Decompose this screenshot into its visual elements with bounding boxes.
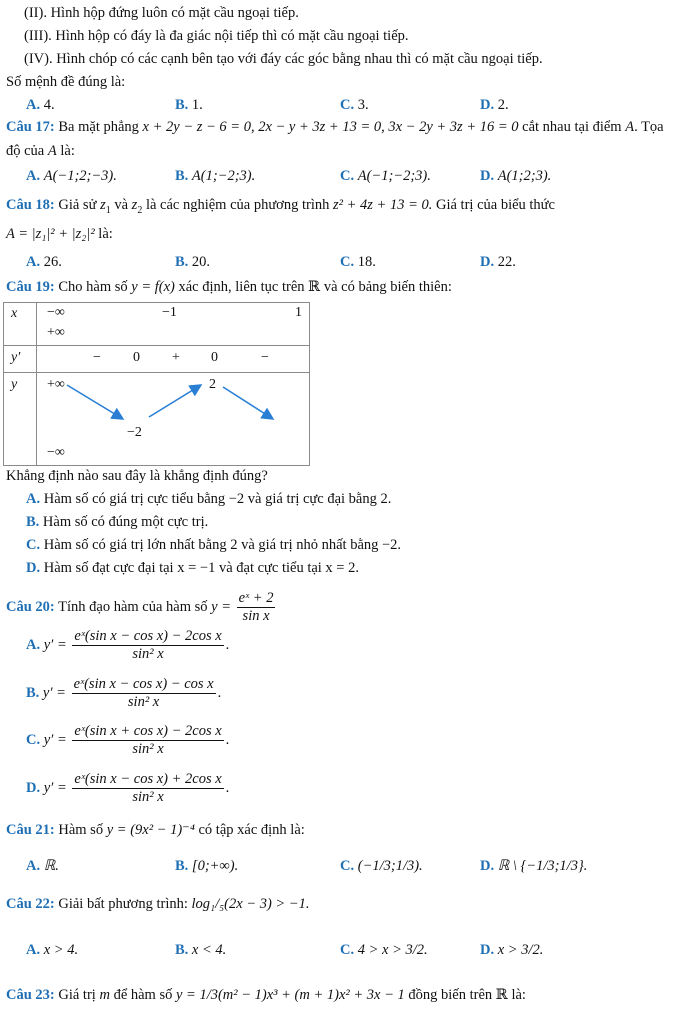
q19-question: Khẳng định nào sau đây là khẳng định đúng?	[6, 468, 268, 484]
q17-label: Câu 17:	[6, 119, 55, 135]
y-min-neg2: −2	[127, 425, 142, 440]
real-numbers-symbol: ℝ	[308, 279, 321, 295]
q17-option-a[interactable]: A. A(−1;2;−3).	[26, 168, 117, 184]
statement-4: (IV). Hình chóp có các cạnh bên tạo với đáy các góc bằng nhau thì có mặt cầu ngoại tiếp.	[24, 51, 543, 67]
q20-option-c[interactable]: C. y′ = $\frac{\text{eˣ(sin x + cos x) − 2cos x}}{\text{sin² x}}$ .	[26, 723, 230, 758]
q16-option-d[interactable]: D. 2.	[480, 97, 509, 113]
x-pos-inf: +∞	[47, 325, 65, 340]
q20-option-d[interactable]: D. y′ = $\frac{\text{eˣ(sin x − cos x) + 2cos x}}{\text{sin² x}}$ .	[26, 771, 230, 806]
q18-line2: A = |z₁|² + |z₂|² là:	[6, 226, 113, 242]
variation-arrows	[37, 373, 307, 465]
q19-option-c[interactable]: C. Hàm số có giá trị lớn nhất bằng 2 và giá trị nhỏ nhất bằng −2.	[26, 537, 402, 553]
q19-option-d[interactable]: D. Hàm số đạt cực đại tại x = −1 và đạt cực tiểu tại x = 2.	[26, 560, 359, 576]
q17-line1: Câu 17: Ba mặt phẳng x + 2y − z − 6 = 0, 2x − y + 3z + 13 = 0, 3x − 2y + 3z + 16 = 0 cắt nhau tại điểm A. Tọa	[6, 119, 664, 135]
x-one: 1	[295, 305, 302, 320]
q21-label: Câu 21:	[6, 822, 55, 838]
yprime-zero-2: 0	[211, 350, 218, 365]
real-numbers-symbol-2: ℝ	[495, 987, 508, 1003]
q18-line1: Câu 18: Giả sử $z_1$ và $z_2$ là các nghiệm của phương trình z² + 4z + 13 = 0. Giá trị của biểu thức	[6, 197, 555, 216]
q23-function: y = 1/3(m² − 1)x³ + (m + 1)x² + 3x − 1	[175, 987, 405, 1003]
q17-option-b[interactable]: B. A(1;−2;3).	[175, 168, 256, 184]
row-y-header: y	[11, 377, 18, 392]
q18-option-a[interactable]: A. 26.	[26, 254, 62, 270]
q17-line2: độ của A là:	[6, 143, 75, 159]
q16-option-b[interactable]: B. 1.	[175, 97, 203, 113]
q18-option-c[interactable]: C. 18.	[340, 254, 376, 270]
y-max-2: 2	[209, 377, 216, 392]
q20-line1: Câu 20: Tính đạo hàm của hàm số y = $\frac{\text{eˣ + 2}}{\text{sin x}}$	[6, 590, 274, 625]
q18-expression: A = |z₁|² + |z₂|²	[6, 226, 95, 242]
q20-function-fraction: $\frac{\text{eˣ + 2}}{\text{sin x}}$	[238, 590, 274, 625]
q17-option-c[interactable]: C. A(−1;−2;3).	[340, 168, 431, 184]
q19-option-b[interactable]: B. Hàm số có đúng một cực trị.	[26, 514, 209, 530]
q21-option-b[interactable]: B. [0;+∞).	[175, 858, 239, 874]
yprime-zero-1: 0	[133, 350, 140, 365]
q18-label: Câu 18:	[6, 197, 55, 213]
row-yprime-header: y′	[11, 350, 21, 365]
q22-option-d[interactable]: D. x > 3/2.	[480, 942, 544, 958]
q22-option-b[interactable]: B. x < 4.	[175, 942, 227, 958]
q23-label: Câu 23:	[6, 987, 55, 1003]
q22-option-c[interactable]: C. 4 > x > 3/2.	[340, 942, 428, 958]
yprime-sign-3: −	[261, 350, 269, 365]
y-pos-inf: +∞	[47, 377, 65, 392]
x-minus-one: −1	[162, 305, 177, 320]
q22-inequality: log₁/₅(2x − 3) > −1.	[191, 896, 310, 912]
arrow-decreasing-2	[223, 387, 273, 419]
q17-plane-2: 2x − y + 3z + 13 = 0,	[258, 119, 385, 135]
arrow-decreasing-1	[67, 385, 123, 419]
q20-option-b[interactable]: B. y′ = $\frac{\text{eˣ(sin x − cos x) − cos x}}{\text{sin² x}}$ .	[26, 676, 222, 711]
variation-table	[3, 302, 310, 466]
q16-option-c[interactable]: C. 3.	[340, 97, 369, 113]
q18-equation: z² + 4z + 13 = 0.	[333, 197, 433, 213]
q22-option-a[interactable]: A. x > 4.	[26, 942, 79, 958]
arrow-increasing	[149, 385, 201, 417]
q16-question: Số mệnh đề đúng là:	[6, 74, 126, 90]
q20-option-a[interactable]: A. y′ = $\frac{\text{eˣ(sin x − cos x) − 2cos x}}{\text{sin² x}}$ .	[26, 628, 230, 663]
y-neg-inf: −∞	[47, 445, 65, 460]
statement-2: (II). Hình hộp đứng luôn có mặt cầu ngoại tiếp.	[24, 5, 299, 21]
q19-line1: Câu 19: Cho hàm số y = f(x) xác định, liên tục trên ℝ và có bảng biến thiên:	[6, 279, 452, 295]
q18-option-d[interactable]: D. 22.	[480, 254, 516, 270]
row-x-header: x	[11, 306, 18, 321]
yprime-sign-2: +	[172, 350, 180, 365]
q21-option-c[interactable]: C. (−1/3;1/3).	[340, 858, 423, 874]
q21-function: y = (9x² − 1)⁻⁴	[106, 822, 195, 838]
q23-line1: Câu 23: Giá trị m để hàm số y = 1/3(m² − 1)x³ + (m + 1)x² + 3x − 1 đồng biến trên ℝ là:	[6, 987, 526, 1003]
q17-plane-1: x + 2y − z − 6 = 0,	[142, 119, 255, 135]
q18-option-b[interactable]: B. 20.	[175, 254, 211, 270]
x-neg-inf: −∞	[47, 305, 65, 320]
q21-line1: Câu 21: Hàm số y = (9x² − 1)⁻⁴ có tập xác định là:	[6, 822, 305, 838]
q16-option-a[interactable]: A. 4.	[26, 97, 55, 113]
q22-label: Câu 22:	[6, 896, 55, 912]
q21-option-d[interactable]: D. ℝ \ {−1/3;1/3}.	[480, 858, 588, 874]
yprime-sign-1: −	[93, 350, 101, 365]
q17-plane-3: 3x − 2y + 3z + 16 = 0	[388, 119, 519, 135]
q22-line1: Câu 22: Giải bất phương trình: log₁/₅(2x − 3) > −1.	[6, 896, 310, 912]
q17-option-d[interactable]: D. A(1;2;3).	[480, 168, 552, 184]
q21-option-a[interactable]: A. ℝ.	[26, 858, 59, 874]
statement-3: (III). Hình hộp có đáy là đa giác nội tiếp thì có mặt cầu ngoại tiếp.	[24, 28, 409, 44]
q20-label: Câu 20:	[6, 599, 55, 615]
q19-label: Câu 19:	[6, 279, 55, 295]
q19-option-a[interactable]: A. Hàm số có giá trị cực tiểu bằng −2 và giá trị cực đại bằng 2.	[26, 491, 392, 507]
